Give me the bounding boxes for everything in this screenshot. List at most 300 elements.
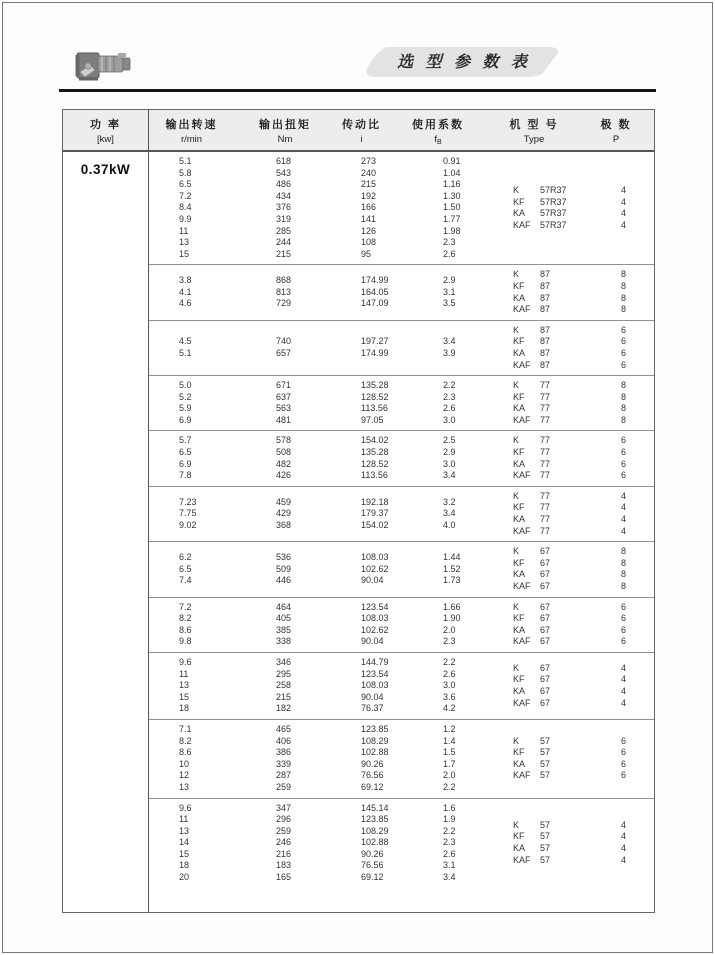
service-factor-value: 2.3 xyxy=(443,237,456,248)
model-type-size: 57 xyxy=(540,758,551,769)
gear-motor-photo-drawing xyxy=(74,46,138,88)
model-type-column xyxy=(513,736,621,782)
model-type-value xyxy=(513,220,621,232)
poles-value: 6 xyxy=(621,601,627,612)
service-factor-value: 3.0 xyxy=(443,458,456,469)
model-type-size: 67 xyxy=(540,546,551,557)
output-torque-column xyxy=(276,552,361,587)
output-torque-value: 182 xyxy=(276,703,292,714)
poles-value: 6 xyxy=(621,770,627,781)
output-speed-value: 18 xyxy=(179,860,190,871)
transmission-ratio-value: 102.88 xyxy=(361,747,389,758)
model-type-size: 67 xyxy=(540,601,551,612)
output-speed-value: 6.5 xyxy=(179,179,192,190)
service-factor-column xyxy=(443,156,513,260)
transmission-ratio-value: 108.03 xyxy=(361,552,389,563)
table-block xyxy=(149,431,654,486)
poles-value: 8 xyxy=(621,569,627,580)
poles-value: 6 xyxy=(621,624,627,635)
model-type-prefix: KA xyxy=(513,758,526,769)
output-speed-value: 11 xyxy=(179,668,189,679)
output-torque-value: 385 xyxy=(276,624,292,635)
service-factor-value: 3.5 xyxy=(443,298,456,309)
output-torque-value: 578 xyxy=(276,435,292,446)
transmission-ratio-value: 154.02 xyxy=(361,435,389,446)
output-speed-value: 9.02 xyxy=(179,519,197,530)
poles-value: 4 xyxy=(621,854,627,865)
output-speed-value: 8.6 xyxy=(179,624,192,635)
output-torque-value: 486 xyxy=(276,179,292,190)
model-type-value xyxy=(513,348,621,360)
model-type-value xyxy=(513,197,621,209)
service-factor-value: 4.0 xyxy=(443,519,456,530)
output-speed-value: 11 xyxy=(179,814,189,825)
output-torque-value: 446 xyxy=(276,575,292,586)
service-factor-value: 1.73 xyxy=(443,575,461,586)
transmission-ratio-value: 154.02 xyxy=(361,519,389,530)
output-speed-column xyxy=(149,380,276,426)
model-type-size: 57 xyxy=(540,854,551,865)
poles-value: 8 xyxy=(621,546,627,557)
output-torque-value: 386 xyxy=(276,747,292,758)
transmission-ratio-value: 76.56 xyxy=(361,860,384,871)
output-speed-column xyxy=(149,602,276,648)
poles-value: 6 xyxy=(621,324,627,335)
model-type-size: 77 xyxy=(540,380,551,391)
table-body xyxy=(63,152,654,912)
service-factor-value: 2.2 xyxy=(443,781,456,792)
output-speed-column xyxy=(149,497,276,532)
poles-value: 6 xyxy=(621,735,627,746)
poles-value: 6 xyxy=(621,336,627,347)
output-speed-value: 15 xyxy=(179,848,190,859)
table-body-blocks xyxy=(149,152,654,912)
model-type-prefix: KAF xyxy=(513,359,531,370)
transmission-ratio-value: 90.26 xyxy=(361,848,384,859)
model-type-prefix: KF xyxy=(513,391,525,402)
service-factor-value: 1.52 xyxy=(443,563,461,574)
transmission-ratio-value: 164.05 xyxy=(361,286,389,297)
model-type-column xyxy=(513,185,621,231)
output-speed-column xyxy=(149,336,276,359)
service-factor-value: 3.4 xyxy=(443,470,456,481)
service-factor-column xyxy=(443,497,513,532)
transmission-ratio-column xyxy=(361,602,443,648)
model-type-value xyxy=(513,581,621,593)
model-type-size: 77 xyxy=(540,525,551,536)
model-type-size: 67 xyxy=(540,557,551,568)
model-type-value xyxy=(513,770,621,782)
header-power-unit: [kw] xyxy=(97,133,114,145)
poles-value: 8 xyxy=(621,380,627,391)
output-speed-value: 7.4 xyxy=(179,575,192,586)
output-speed-value: 9.6 xyxy=(179,802,192,813)
model-type-size: 77 xyxy=(540,403,551,414)
transmission-ratio-column xyxy=(361,657,443,715)
service-factor-value: 1.50 xyxy=(443,202,461,213)
service-factor-value: 3.0 xyxy=(443,680,456,691)
transmission-ratio-value: 97.05 xyxy=(361,414,384,425)
model-type-column xyxy=(513,546,621,592)
output-speed-value: 8.2 xyxy=(179,613,192,624)
transmission-ratio-value: 69.12 xyxy=(361,781,384,792)
output-torque-value: 319 xyxy=(276,213,292,224)
output-speed-value: 5.1 xyxy=(179,156,192,166)
header-speed-cn: 输出转速 xyxy=(165,118,218,131)
model-type-value xyxy=(513,602,621,614)
transmission-ratio-column xyxy=(361,435,443,481)
output-torque-value: 258 xyxy=(276,680,292,691)
poles-value: 8 xyxy=(621,269,627,280)
poles-value: 6 xyxy=(621,470,627,481)
poles-value: 4 xyxy=(621,219,627,230)
service-factor-column xyxy=(443,380,513,426)
service-factor-value: 1.4 xyxy=(443,735,456,746)
model-type-prefix: K xyxy=(513,435,520,446)
output-torque-column xyxy=(276,336,361,359)
model-type-value xyxy=(513,613,621,625)
transmission-ratio-column xyxy=(361,724,443,794)
model-type-size: 87 xyxy=(540,336,551,347)
output-speed-column xyxy=(149,552,276,587)
transmission-ratio-value: 123.85 xyxy=(361,814,389,825)
transmission-ratio-value: 113.56 xyxy=(361,403,388,414)
service-factor-value: 2.2 xyxy=(443,656,456,667)
output-torque-value: 368 xyxy=(276,519,292,530)
output-torque-column xyxy=(276,275,361,310)
model-type-size: 87 xyxy=(540,280,551,291)
poles-column xyxy=(621,435,653,481)
service-factor-value: 2.6 xyxy=(443,248,456,259)
model-type-size: 67 xyxy=(540,581,551,591)
model-type-value xyxy=(513,447,621,459)
poles-value: 4 xyxy=(621,831,627,842)
model-type-size: 67 xyxy=(540,685,551,696)
output-speed-value: 15 xyxy=(179,691,190,702)
service-factor-value: 3.1 xyxy=(443,860,456,871)
model-type-value xyxy=(513,293,621,305)
transmission-ratio-value: 102.88 xyxy=(361,837,389,848)
header-cell-ratio xyxy=(336,110,387,150)
transmission-ratio-value: 90.04 xyxy=(361,691,384,702)
poles-value: 6 xyxy=(621,758,627,769)
model-type-prefix: KF xyxy=(513,747,525,758)
header-cell-type xyxy=(489,110,579,150)
output-speed-value: 5.8 xyxy=(179,167,192,178)
header-type-unit: Type xyxy=(523,133,545,145)
output-torque-value: 285 xyxy=(276,225,292,236)
model-type-size: 77 xyxy=(540,490,551,501)
output-torque-value: 536 xyxy=(276,552,292,563)
poles-value: 8 xyxy=(621,414,627,425)
header-type-cn: 机 型 号 xyxy=(509,118,559,131)
model-type-value xyxy=(513,831,621,843)
service-factor-value: 1.7 xyxy=(443,758,456,769)
poles-value: 4 xyxy=(621,525,627,536)
model-type-size: 67 xyxy=(540,697,551,708)
service-factor-value: 3.4 xyxy=(443,872,456,883)
output-torque-value: 618 xyxy=(276,156,292,166)
model-type-size: 87 xyxy=(540,324,551,335)
model-type-value xyxy=(513,686,621,698)
transmission-ratio-value: 197.27 xyxy=(361,336,389,347)
model-type-value xyxy=(513,674,621,686)
poles-value: 4 xyxy=(621,819,627,830)
model-type-value xyxy=(513,759,621,771)
model-type-column xyxy=(513,435,621,481)
output-speed-value: 13 xyxy=(179,680,190,691)
service-factor-value: 2.6 xyxy=(443,668,456,679)
output-torque-value: 215 xyxy=(276,248,292,259)
transmission-ratio-value: 126 xyxy=(361,225,377,236)
transmission-ratio-value: 123.54 xyxy=(361,601,389,612)
model-type-size: 77 xyxy=(540,502,551,513)
transmission-ratio-value: 76.56 xyxy=(361,770,384,781)
header-poles-unit: P xyxy=(612,133,620,145)
model-type-value xyxy=(513,636,621,648)
service-factor-value: 3.4 xyxy=(443,508,456,519)
output-speed-value: 9.6 xyxy=(179,656,192,667)
output-speed-value: 8.4 xyxy=(179,202,192,213)
output-speed-value: 5.9 xyxy=(179,403,192,414)
output-speed-value: 4.6 xyxy=(179,298,192,309)
output-speed-value: 8.2 xyxy=(179,735,192,746)
output-speed-value: 6.5 xyxy=(179,563,192,574)
transmission-ratio-value: 141 xyxy=(361,213,377,224)
output-speed-column xyxy=(149,724,276,794)
output-torque-value: 459 xyxy=(276,496,292,507)
output-torque-value: 868 xyxy=(276,275,292,286)
header-power-cn: 功 率 xyxy=(89,118,122,131)
transmission-ratio-value: 102.62 xyxy=(361,624,389,635)
service-factor-column xyxy=(443,275,513,310)
transmission-ratio-value: 192.18 xyxy=(361,496,389,507)
model-type-size: 67 xyxy=(540,674,551,685)
model-type-size: 67 xyxy=(540,624,551,635)
output-speed-value: 11 xyxy=(179,225,189,236)
output-speed-value: 13 xyxy=(179,781,190,792)
output-torque-value: 376 xyxy=(276,202,292,213)
model-type-size: 57R37 xyxy=(540,219,567,230)
model-type-size: 87 xyxy=(540,304,551,315)
transmission-ratio-value: 108.29 xyxy=(361,735,389,746)
model-type-size: 57 xyxy=(540,843,551,854)
poles-column xyxy=(621,325,653,371)
output-torque-value: 740 xyxy=(276,336,292,347)
poles-value: 8 xyxy=(621,581,627,591)
service-factor-value: 2.5 xyxy=(443,435,456,446)
output-torque-value: 481 xyxy=(276,414,292,425)
header-ratio-unit: i xyxy=(360,133,363,145)
model-type-value xyxy=(513,625,621,637)
poles-value: 8 xyxy=(621,304,627,315)
service-factor-column xyxy=(443,803,513,884)
service-factor-value: 2.0 xyxy=(443,770,456,781)
table-block xyxy=(149,265,654,320)
transmission-ratio-column xyxy=(361,552,443,587)
table-block xyxy=(149,487,654,542)
header-torque-cn: 输出扭矩 xyxy=(259,118,311,131)
output-speed-value: 18 xyxy=(179,703,190,714)
output-speed-value: 7.2 xyxy=(179,190,192,201)
poles-value: 4 xyxy=(621,674,627,685)
poles-column xyxy=(621,736,653,782)
output-torque-value: 244 xyxy=(276,237,292,248)
output-torque-column xyxy=(276,435,361,481)
model-type-size: 77 xyxy=(540,458,551,469)
service-factor-value: 0.91 xyxy=(443,156,461,166)
poles-value: 8 xyxy=(621,292,627,303)
poles-column xyxy=(621,491,653,537)
transmission-ratio-value: 128.52 xyxy=(361,391,389,402)
output-speed-value: 7.23 xyxy=(179,496,197,507)
service-factor-value: 3.2 xyxy=(443,496,456,507)
model-type-value xyxy=(513,820,621,832)
model-type-size: 87 xyxy=(540,269,551,280)
service-factor-value: 2.3 xyxy=(443,391,456,402)
model-type-prefix: K xyxy=(513,735,520,746)
header-factor-cn: 使用系数 xyxy=(412,118,464,131)
model-type-column xyxy=(513,602,621,648)
output-speed-value: 6.2 xyxy=(179,552,192,563)
model-type-size: 77 xyxy=(540,391,551,402)
factor-subscript: B xyxy=(436,138,442,146)
model-type-prefix: K xyxy=(513,490,520,501)
service-factor-column xyxy=(443,336,513,359)
poles-value: 8 xyxy=(621,391,627,402)
model-type-size: 77 xyxy=(540,414,551,425)
model-type-prefix: KAF xyxy=(513,636,531,647)
model-type-prefix: KAF xyxy=(513,470,531,481)
model-type-value xyxy=(513,470,621,482)
model-type-prefix: KA xyxy=(513,458,526,469)
power-value-cell: 0.37kW xyxy=(63,152,149,912)
service-factor-value: 1.04 xyxy=(443,167,461,178)
model-type-column xyxy=(513,269,621,315)
transmission-ratio-value: 128.52 xyxy=(361,458,389,469)
poles-column xyxy=(621,185,653,231)
model-type-prefix: KA xyxy=(513,347,526,358)
header-factor-unit: $f_B$ xyxy=(434,133,442,146)
output-torque-value: 434 xyxy=(276,190,292,201)
service-factor-value: 2.3 xyxy=(443,636,456,647)
poles-value: 4 xyxy=(621,843,627,854)
transmission-ratio-value: 144.79 xyxy=(361,656,389,667)
model-type-column xyxy=(513,663,621,709)
model-type-prefix: KA xyxy=(513,514,526,525)
output-speed-value: 10 xyxy=(179,758,190,769)
model-type-prefix: KF xyxy=(513,336,525,347)
transmission-ratio-value: 123.54 xyxy=(361,668,389,679)
model-type-size: 67 xyxy=(540,636,551,647)
service-factor-value: 1.90 xyxy=(443,613,461,624)
model-type-size: 57 xyxy=(540,770,551,781)
model-type-value xyxy=(513,185,621,197)
transmission-ratio-value: 123.85 xyxy=(361,723,389,734)
model-type-value xyxy=(513,304,621,316)
output-torque-value: 406 xyxy=(276,735,292,746)
model-type-value xyxy=(513,459,621,471)
transmission-ratio-value: 192 xyxy=(361,190,377,201)
model-type-prefix: K xyxy=(513,324,520,335)
model-type-value xyxy=(513,491,621,503)
poles-value: 4 xyxy=(621,196,627,207)
output-speed-value: 9.9 xyxy=(179,213,192,224)
output-torque-value: 657 xyxy=(276,347,292,358)
transmission-ratio-value: 90.04 xyxy=(361,575,384,586)
model-type-value xyxy=(513,663,621,675)
service-factor-column xyxy=(443,435,513,481)
model-type-value xyxy=(513,502,621,514)
poles-column xyxy=(621,380,653,426)
output-torque-value: 509 xyxy=(276,563,292,574)
output-speed-column xyxy=(149,275,276,310)
model-type-prefix: KA xyxy=(513,685,526,696)
output-torque-value: 338 xyxy=(276,636,292,647)
model-type-size: 87 xyxy=(540,359,551,370)
table-block xyxy=(149,720,654,799)
poles-value: 8 xyxy=(621,557,627,568)
transmission-ratio-value: 215 xyxy=(361,179,377,190)
model-type-prefix: KF xyxy=(513,280,525,291)
poles-column xyxy=(621,602,653,648)
service-factor-value: 1.98 xyxy=(443,225,461,236)
output-speed-value: 6.5 xyxy=(179,447,192,458)
model-type-value xyxy=(513,325,621,337)
transmission-ratio-column xyxy=(361,803,443,884)
output-speed-value: 7.1 xyxy=(179,723,192,734)
service-factor-value: 2.6 xyxy=(443,403,456,414)
transmission-ratio-value: 135.28 xyxy=(361,447,389,458)
model-type-prefix: K xyxy=(513,662,520,673)
output-torque-value: 215 xyxy=(276,691,292,702)
poles-value: 6 xyxy=(621,435,627,446)
transmission-ratio-value: 90.04 xyxy=(361,636,384,647)
model-type-value xyxy=(513,336,621,348)
model-type-size: 87 xyxy=(540,292,551,303)
model-type-value xyxy=(513,269,621,281)
model-type-prefix: KAF xyxy=(513,219,531,230)
service-factor-column xyxy=(443,724,513,794)
model-type-value xyxy=(513,380,621,392)
header-cell-power xyxy=(63,110,149,150)
transmission-ratio-value: 273 xyxy=(361,156,377,166)
output-torque-value: 563 xyxy=(276,403,292,414)
service-factor-value: 3.9 xyxy=(443,347,456,358)
model-type-size: 57 xyxy=(540,735,551,746)
output-torque-value: 429 xyxy=(276,508,292,519)
header-torque-unit: Nm xyxy=(277,133,293,145)
header-cell-speed xyxy=(149,110,234,150)
output-speed-value: 3.8 xyxy=(179,275,192,286)
poles-column xyxy=(621,820,653,866)
poles-value: 4 xyxy=(621,208,627,219)
poles-value: 4 xyxy=(621,685,627,696)
transmission-ratio-value: 145.14 xyxy=(361,802,389,813)
model-type-prefix: K xyxy=(513,601,520,612)
table-header-row xyxy=(63,110,654,152)
model-type-size: 57 xyxy=(540,819,551,830)
service-factor-value: 1.44 xyxy=(443,552,461,563)
output-speed-value: 5.2 xyxy=(179,391,192,402)
output-torque-value: 482 xyxy=(276,458,292,469)
output-torque-column xyxy=(276,497,361,532)
transmission-ratio-value: 108.29 xyxy=(361,825,389,836)
page-title-banner xyxy=(364,45,564,79)
transmission-ratio-value: 166 xyxy=(361,202,377,213)
table-block xyxy=(149,598,654,653)
model-type-value xyxy=(513,736,621,748)
